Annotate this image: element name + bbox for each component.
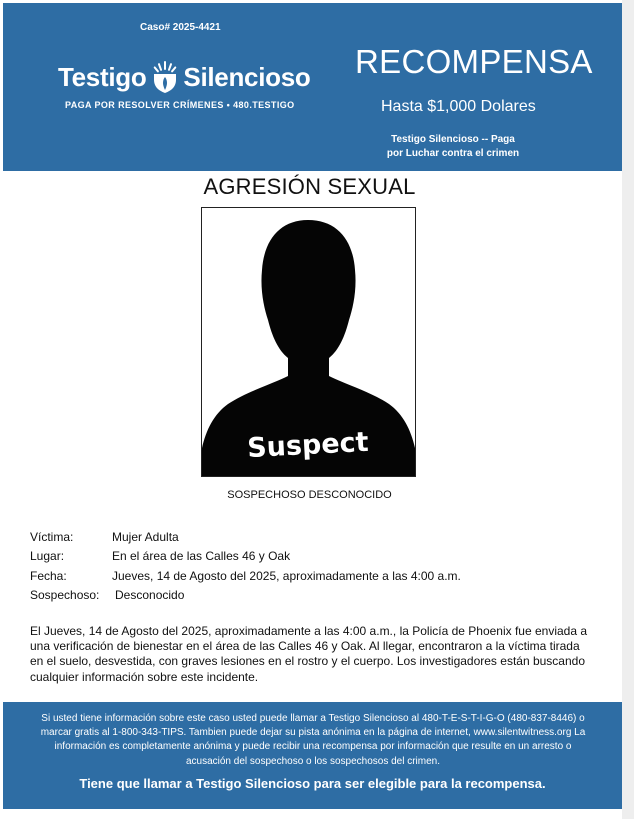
shirt-text: Suspect [246, 426, 370, 465]
reward-amount: Hasta $1,000 Dolares [381, 98, 536, 115]
detail-row-location [30, 547, 461, 567]
shield-rays-icon [150, 60, 180, 94]
detail-row-date [30, 566, 461, 586]
logo-word-left: Testigo [58, 61, 147, 92]
detail-label: Lugar: [30, 549, 65, 564]
logo-word-right: Silencioso [183, 61, 311, 92]
contact-info: Si usted tiene información sobre este caso usted puede llamar a Testigo Silencioso al 480-T-E-S-T-I-G-O (480-837-8446) o marcar gratis al 1-800-343-TIPS. Tambien puede dejar su pista anónima en la página de internet, www.silentwitness.org La información es completamente anónima y puede recibir una recompensa por información que resulte en un arresto o acusación del sospechoso o los sospechosos del crimen. [40, 713, 586, 767]
detail-label: Sospechoso: [30, 588, 100, 603]
crime-title: AGRESIÓN SEXUAL [203, 174, 416, 199]
header-banner [3, 3, 622, 171]
detail-row-victim [30, 527, 461, 547]
footer-banner [3, 702, 622, 809]
page-edge [622, 0, 634, 819]
detail-value: Jueves, 14 de Agosto del 2025, aproximadamente a las 4:00 a.m. [112, 568, 461, 583]
detail-row-suspect [30, 586, 461, 606]
suspect-silhouette [202, 208, 415, 476]
incident-narrative: El Jueves, 14 de Agosto del 2025, aproximadamente a las 4:00 a.m., la Policía de Phoenix fue enviada a una verificación de bienestar en el área de las Calles 46 y Oak. Al llegar, encontraron a la víctima tirada en el suelo, desvestida, con graves lesiones en el rostro y el cuerpo. Los investigadores están buscando cualquier información sobre este incidente. [30, 624, 588, 684]
case-number: Caso# 2025-4421 [140, 22, 221, 33]
logo-tagline: PAGA POR RESOLVER CRÍMENES • 480.TESTIGO [65, 100, 295, 110]
detail-value: Mujer Adulta [112, 529, 179, 544]
suspect-caption: SOSPECHOSO DESCONOCIDO [227, 489, 392, 501]
reward-subtitle: Testigo Silencioso -- Paga por Luchar contra el crimen [386, 134, 520, 159]
call-to-action: Tiene que llamar a Testigo Silencioso para ser elegible para la recompensa. [79, 776, 546, 791]
detail-value: Desconocido [115, 588, 185, 603]
logo [58, 59, 310, 95]
case-details [30, 527, 461, 605]
suspect-silhouette-image [201, 207, 416, 477]
detail-label: Fecha: [30, 568, 67, 583]
reward-title: RECOMPENSA [355, 43, 593, 80]
detail-value: En el área de las Calles 46 y Oak [112, 549, 291, 564]
detail-label: Víctima: [30, 529, 74, 544]
